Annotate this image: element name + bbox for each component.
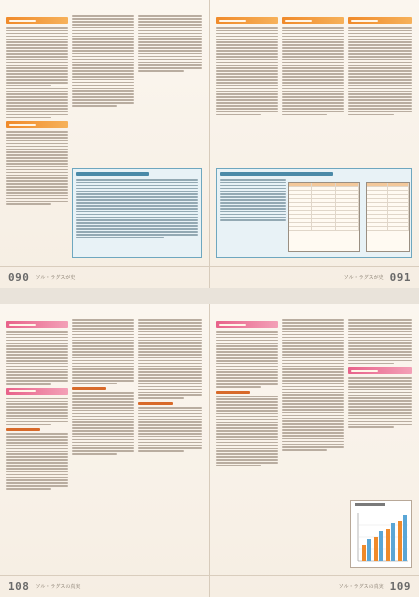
text-column-2 [72, 318, 134, 456]
text-column-3 [348, 318, 412, 429]
section-heading [348, 17, 412, 24]
section-heading [216, 17, 278, 24]
chart-graphic [354, 509, 410, 565]
page-number: 109 [389, 580, 411, 593]
bottom-spread [0, 304, 419, 597]
sidebar-box [72, 168, 202, 258]
top-spread [0, 0, 419, 288]
data-table [288, 182, 360, 252]
text-column-1 [6, 14, 68, 206]
page-090 [0, 0, 209, 288]
text-column-2 [282, 14, 344, 117]
page-number: 091 [389, 271, 411, 284]
text-column-3 [138, 318, 202, 453]
section-heading [6, 321, 68, 328]
section-heading [282, 17, 344, 24]
page-091 [210, 0, 419, 288]
figure-chart [350, 500, 412, 568]
page-number: 090 [8, 271, 30, 284]
running-title: ソル・ラグスの真実 [338, 584, 384, 590]
running-title: ソル・ラグスが史 [343, 275, 384, 281]
data-table [366, 182, 410, 252]
running-title: ソル・ラグスが史 [35, 275, 76, 281]
section-heading [216, 321, 278, 328]
section-heading [6, 121, 68, 128]
text-column-3 [138, 14, 202, 73]
folio [210, 266, 419, 288]
text-column-2 [282, 318, 344, 452]
folio [0, 575, 209, 597]
page-108 [0, 304, 209, 597]
running-title: ソル・ラグスの真実 [35, 584, 81, 590]
page-109 [210, 304, 419, 597]
page-number: 108 [8, 580, 30, 593]
text-column-2 [72, 14, 134, 108]
section-heading [6, 17, 68, 24]
folio [210, 575, 419, 597]
folio [0, 266, 209, 288]
text-column-1 [6, 318, 68, 491]
text-column-3 [348, 14, 412, 117]
text-column-1 [216, 318, 278, 468]
section-heading [348, 367, 412, 374]
section-heading [6, 388, 68, 395]
text-column-1 [216, 14, 278, 117]
